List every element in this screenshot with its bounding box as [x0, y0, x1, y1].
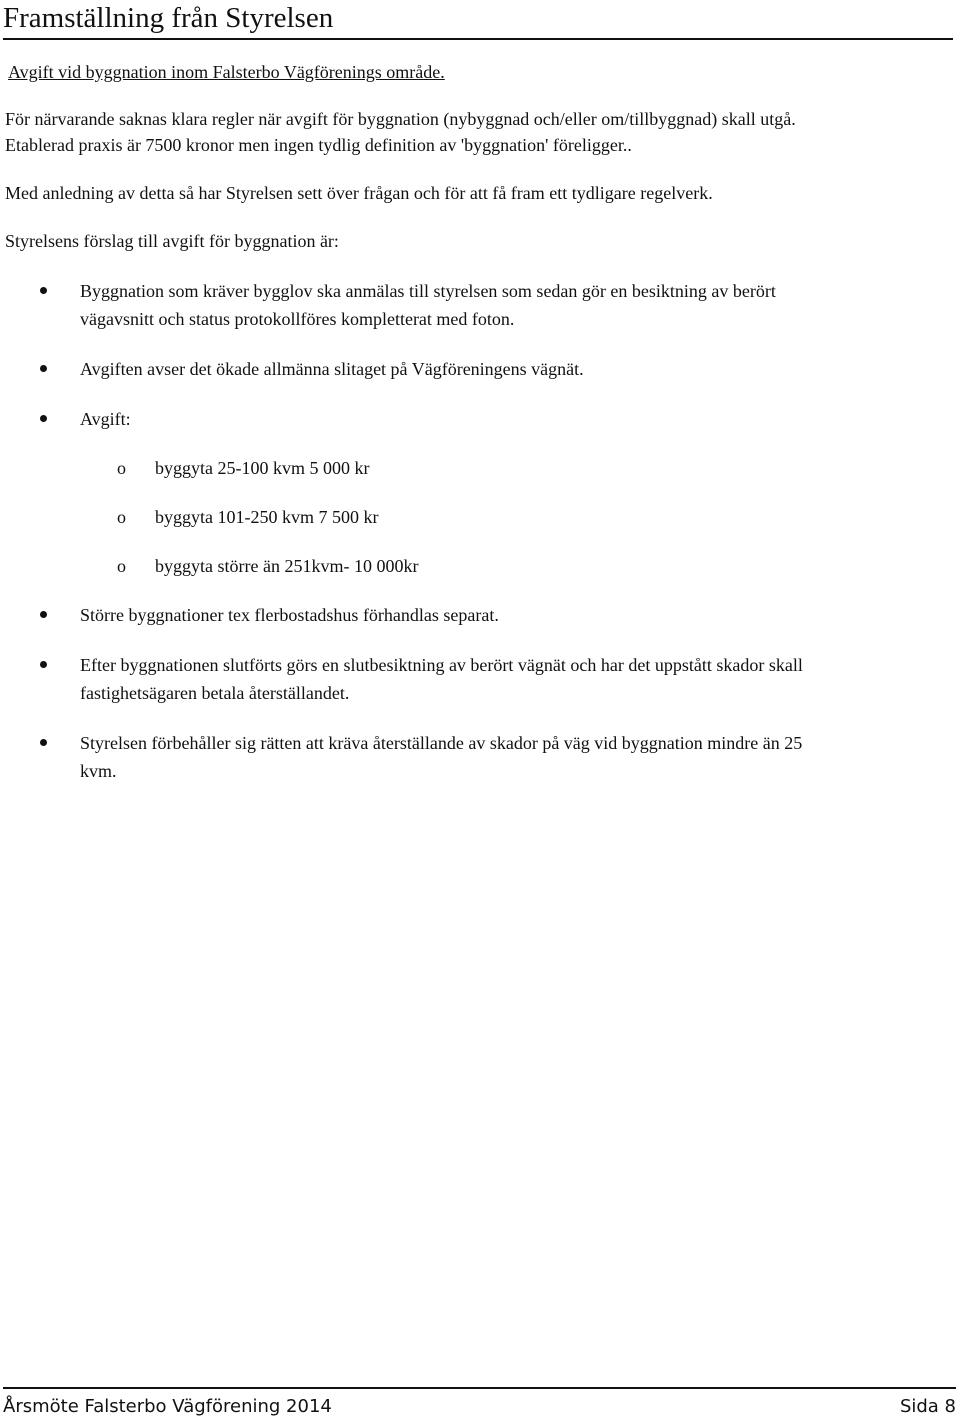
bullet-text — [80, 355, 940, 383]
proposal-intro-paragraph — [5, 228, 950, 254]
bullet-text — [80, 651, 940, 707]
bullet-icon — [40, 365, 47, 372]
footer-meeting-label: Årsmöte Falsterbo Vägförening 2014 — [3, 1396, 332, 1417]
bullet-item — [0, 355, 950, 383]
sub-bullet-icon: o — [117, 507, 126, 527]
bullet-icon — [40, 739, 47, 746]
bullet-text — [80, 601, 940, 629]
bullet-line: Avgift: — [80, 409, 131, 429]
bullet-text — [80, 405, 940, 433]
fee-item — [0, 503, 950, 531]
title-block — [3, 0, 953, 40]
bullet-text — [80, 277, 940, 333]
bullet-line: fastighetsägaren betala återställandet. — [80, 683, 350, 703]
sub-bullet-icon: o — [117, 556, 126, 576]
paragraph-line: Med anledning av detta så har Styrelsen sett över frågan och för att få fram ett tydligare regelverk. — [5, 183, 713, 203]
section-subheading: Avgift vid byggnation inom Falsterbo Vägförenings område. — [8, 62, 445, 82]
page-number: Sida 8 — [899, 1396, 956, 1417]
bullet-icon — [40, 415, 47, 422]
bullet-line: Efter byggnationen slutförts görs en slutbesiktning av berört vägnät och har det uppstått skador skall — [80, 655, 803, 675]
fee-item-text: byggyta 25-100 kvm 5 000 kr — [155, 458, 370, 478]
page-title: Framställning från Styrelsen — [3, 2, 334, 34]
page-footer — [3, 1387, 956, 1420]
bullet-icon — [40, 661, 47, 668]
bullet-line: Styrelsen förbehåller sig rätten att kräva återställande av skador på väg vid byggnation mindre än 25 — [80, 733, 803, 753]
bullet-line: Större byggnationer tex flerbostadshus förhandlas separat. — [80, 605, 499, 625]
fee-item-text: byggyta 101-250 kvm 7 500 kr — [155, 507, 379, 527]
paragraph-line: Styrelsens förslag till avgift för byggnation är: — [5, 231, 339, 251]
fee-item — [0, 552, 950, 580]
intro-paragraph — [5, 106, 950, 158]
paragraph-line: För närvarande saknas klara regler när avgift för byggnation (nybyggnad och/eller om/tillbyggnad) skall utgå. — [5, 109, 796, 129]
bullet-item — [0, 601, 950, 629]
bullet-item — [0, 405, 950, 433]
bullet-line: kvm. — [80, 761, 117, 781]
sub-bullet-icon: o — [117, 458, 126, 478]
fee-item-text: byggyta större än 251kvm- 10 000kr — [155, 556, 419, 576]
bullet-line: Avgiften avser det ökade allmänna slitaget på Vägföreningens vägnät. — [80, 359, 584, 379]
bullet-icon — [40, 287, 47, 294]
bullet-icon — [40, 611, 47, 618]
bullet-text — [80, 729, 940, 785]
bullet-item — [0, 729, 950, 785]
bullet-item — [0, 651, 950, 707]
paragraph-line: Etablerad praxis är 7500 kronor men ingen tydlig definition av 'byggnation' föreligger.. — [5, 135, 632, 155]
fee-item — [0, 454, 950, 482]
bullet-line: Byggnation som kräver bygglov ska anmälas till styrelsen som sedan gör en besiktning av berört — [80, 281, 776, 301]
bullet-line: vägavsnitt och status protokollföres kompletterat med foton. — [80, 309, 515, 329]
background-paragraph — [5, 180, 950, 206]
bullet-item — [0, 277, 950, 333]
